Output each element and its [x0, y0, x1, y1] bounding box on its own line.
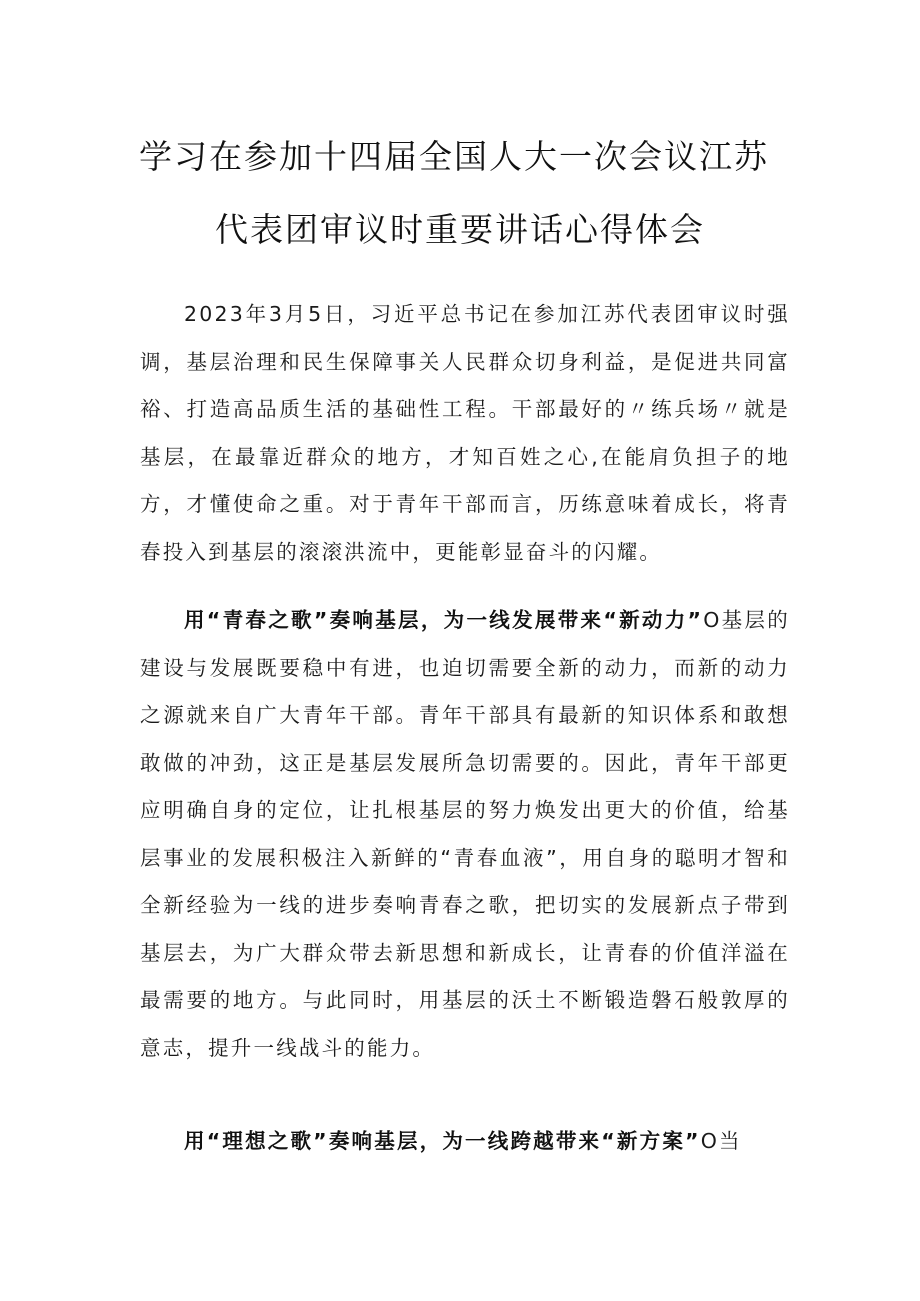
- paragraph-text: O当: [700, 1129, 742, 1153]
- document-title-line-1: 学习在参加十四届全国人大一次会议江苏: [139, 137, 769, 176]
- paragraph-text: O基层的建设与发展既要稳中有进，也迫切需要全新的动力，而新的动力之源就来自广大青年干部。青年干部具有最新的知识体系和敢想敢做的冲劲，这正是基层发展所急切需要的。因此，青年干部更应明确自身的定位，让扎根基层的努力焕发出更大的价值，给基层事业的发展积极注入新鲜的“青春血液”，用自身的聪明才智和全新经验为一线的进步奏响青春之歌，把切实的发展新点子带到基层去，为广大群众带去新思想和新成长，让青春的价值洋溢在最需要的地方。与此同时，用基层的沃土不断锻造磐石般敦厚的意志，提升一线战斗的能力。: [140, 608, 790, 1060]
- body-paragraph-1: [140, 291, 790, 576]
- body-paragraph-2: [140, 597, 790, 1072]
- paragraph-lead-heading: 用“理想之歌”奏响基层，为一线跨越带来“新方案”: [184, 1129, 701, 1153]
- body-paragraph-3: [140, 1118, 790, 1166]
- paragraph-lead-heading: 用“青春之歌”奏响基层，为一线发展带来“新动力”: [184, 608, 704, 632]
- paragraph-text: 2023年3月5日，习近平总书记在参加江苏代表团审议时强调，基层治理和民生保障事关人民群众切身利益，是促进共同富裕、打造高品质生活的基础性工程。干部最好的〃练兵场〃就是基层，在最靠近群众的地方，才知百姓之心,在能肩负担子的地方，才懂使命之重。对于青年干部而言，历练意味着成长，将青春投入到基层的滚滚洪流中，更能彰显奋斗的闪耀。: [140, 302, 790, 564]
- document-title-line-2: 代表团审议时重要讲话心得体会: [215, 210, 705, 249]
